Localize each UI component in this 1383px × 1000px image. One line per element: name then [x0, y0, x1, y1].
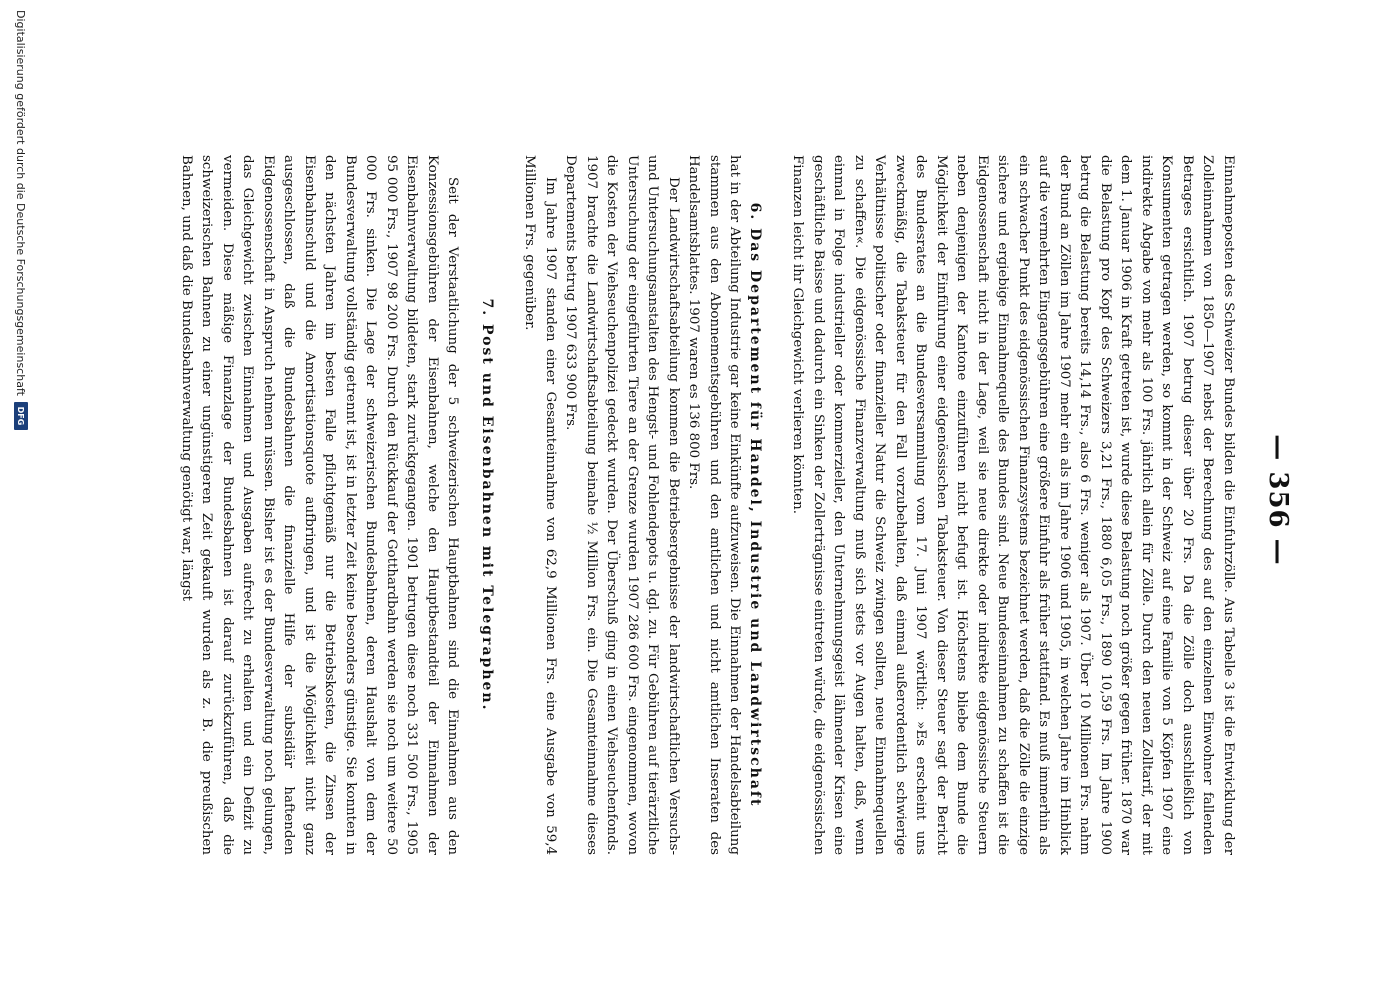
page-body	[176, 155, 1239, 855]
dfg-logo-icon: DFG	[14, 402, 28, 430]
body-paragraph: Seit der Verstaatlichung der 5 schweizerischen Hauptbahnen sind die Einnahmen aus den Konzessionsgebühren der Eisenbahnen, welche den Hauptbestandteil der Einnahmen der Eisenbahnverwaltung bildeten, stark zurückgegangen. 1901 betrugen diese noch 331 500 Frs., 1905 95 000 Frs., 1907 98 200 Frs. Durch den Rückkauf der Gotthardbahn werden sie noch um weitere 50 000 Frs. sinken. Die Lage der schweizerischen Bundesbahnen, deren Haushalt von dem der Bundesverwaltung vollständig getrennt ist, ist in letzter Zeit keine besonders günstige. Sie konnten in den nächsten Jahren im besten Falle pflichtgemäß nur die Betriebskosten, die Zinsen der Eisenbahnschuld und die Amortisationsquote aufbringen, und ist die Möglichkeit nicht ganz ausgeschlossen, daß die Bundesbahnen die finanzielle Hilfe der subsidiär haftenden Eidgenossenschaft in Anspruch nehmen müssen. Bisher ist es der Bundesverwaltung noch gelungen, das Gleichgewicht zwischen Einnahmen und Ausgaben aufrecht zu erhalten und ein Defizit zu vermeiden. Diese mäßige Finanzlage der Bundesbahnen ist darauf zurückzuführen, daß die schweizerischen Bahnen zu einer ungünstigeren Zeit gekauft wurden als z. B. die preußischen Bahnen, und daß die Bundesbahnverwaltung genötigt war, längst	[179, 155, 461, 855]
body-paragraph: hat in der Abteilung Industrie gar keine Einkünfte aufzuweisen. Die Einnahmen der Handelsabteilung stammen aus den Abonnementsgebühren und den amtlichen und nicht amtlichen Inseraten des Handelsamtsblattes. 1907 waren es 136 800 Frs.	[686, 155, 743, 855]
body-paragraph: Im Jahre 1907 standen einer Gesamteinnahme von 62,9 Millionen Frs. eine Ausgabe von 59,4 Millionen Frs. gegenüber.	[522, 155, 558, 855]
page-number-header: — 356 —	[1263, 434, 1293, 566]
digitization-credit	[14, 10, 28, 430]
section-heading-7: 7. Post und Eisenbahnen mit Telegraphen.	[479, 298, 495, 712]
digitization-credit-text: Digitalisierung gefördert durch die Deutsche Forschungsgemeinschaft	[14, 10, 28, 396]
section-heading-6: 6. Das Departement für Handel, Industrie und Landwirtschaft	[747, 202, 763, 808]
body-paragraph: Einnahmeposten des Schweizer Bundes bilden die Einfuhrzölle. Aus Tabelle 3 ist die Entwicklung der Zolleinnahmen von 1850—1907 nebst der Berechnung des auf den einzelnen Einwohner fallenden Betrages ersichtlich. 1907 betrug dieser über 20 Frs. Da die Zölle doch ausschließlich von Konsumenten getragen werden, so kommt in der Schweiz auf eine Familie von 5 Köpfen 1907 eine indirekte Abgabe von mehr als 100 Frs. jährlich allein für Zölle. Durch den neuen Zolltarif, der mit dem 1. Januar 1906 in Kraft getreten ist, wurde diese Belastung noch größer gegen früher. 1870 war die Belastung pro Kopf des Schweizers 3,21 Frs., 1880 6,05 Frs., 1890 10,59 Frs. Im Jahre 1900 betrug die Belastung bereits 14,14 Frs., also 6 Frs. weniger als 1907. Über 10 Millionen Frs. nahm der Bund an Zöllen im Jahre 1907 mehr ein als im Jahre 1906 und 1905, in welchen Jahre im Hinblick auf die vermehrten Eingangsgebühren eine größere Einfuhr als früher stattfand. Es muß immerhin als ein schwacher Punkt des eidgenössischen Finanzsystems bezeichnet werden, daß die Zölle die einzige sichere und ergiebige Einnahmequelle des Bundes sind. Neue Bundeseinnahmen zu schaffen ist die Eidgenossenschaft nicht in der Lage, weil sie neue direkte oder indirekte eidgenössische Steuern neben denjenigen der Kantone einzuführen nicht befugt ist. Höchstens bliebe dem Bunde die Möglichkeit der Einführung einer eidgenössischen Tabaksteuer. Von dieser Steuer sagt der Bericht des Bundesrates an die Bundesversammlung vom 17. Juni 1907 wörtlich: »Es erscheint uns zweckmäßig, die Tabaksteuer für den Fall vorzubehalten, daß einmal außerordentlich schwierige Verhältnisse politischer oder finanzieller Natur die Schweiz zwingen sollten, neue Einnahmequellen zu schaffen«. Die eidgenössische Finanzverwaltung muß sich stets vor Augen halten, daß, wenn einmal in Folge industrieller oder kommerzieller, den Unternehmungsgeist lähmender Krisen eine geschäftliche Baisse und dadurch ein Sinken der Zollerträgnisse eintreten würde, die eidgenössischen Finanzen leicht ihr Gleichgewicht verlieren könnten.	[790, 155, 1236, 855]
body-paragraph: Der Landwirtschaftsabteilung kommen die Betriebsergebnisse der landwirtschaftlichen Versuchs- und Untersuchungsanstalten des Hengst- und Fohlendepots u. dgl. zu. Für Gebühren auf tierärztliche Untersuchung der eingeführten Tiere an der Grenze wurden 1907 286 600 Frs. eingenommen, wovon die Kosten der Viehseuchenpolizei gedeckt wurden. Der Überschuß ging in einen Viehseuchenfonds. 1907 brachte die Landwirtschaftsabteilung beinahe ½ Million Frs. ein. Die Gesamteinnahme dieses Departements betrug 1907 633 900 Frs.	[563, 155, 681, 855]
